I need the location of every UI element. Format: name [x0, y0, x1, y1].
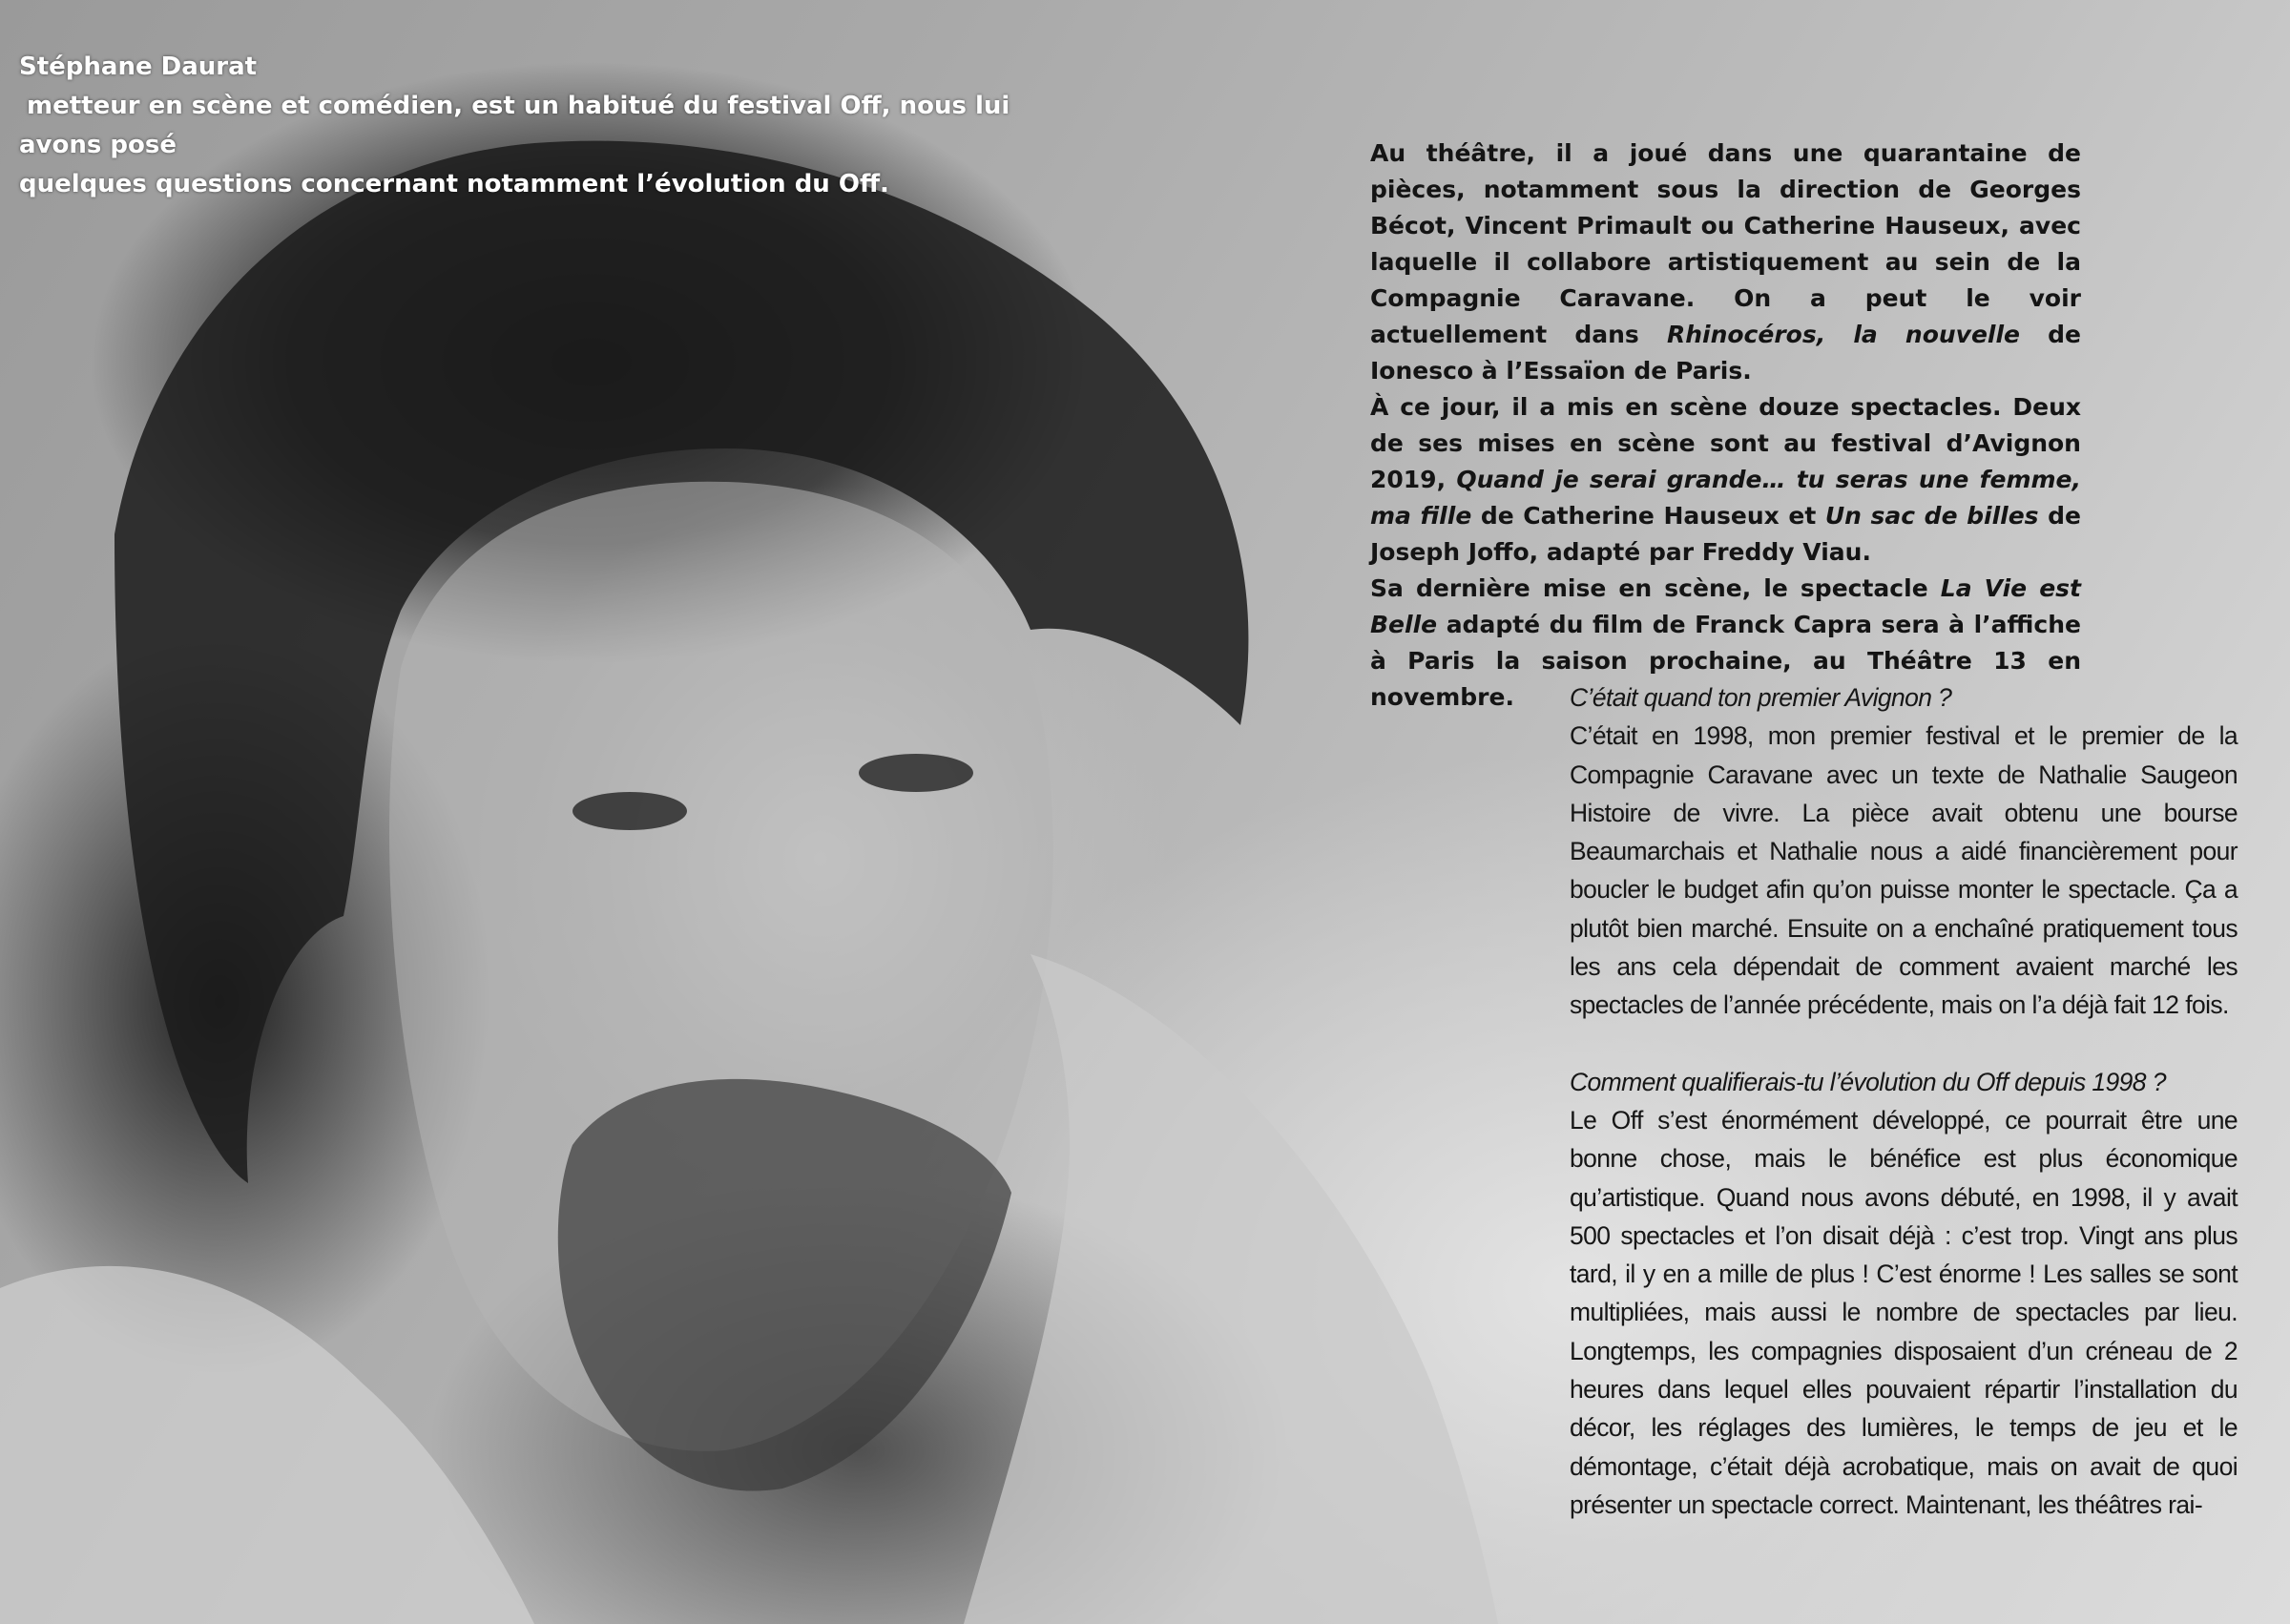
photo-beard: [558, 1079, 1011, 1491]
photo-coat: [0, 1266, 534, 1624]
biography-column: [1370, 135, 2081, 716]
bio-text: Au théâtre, il a joué dans une quarantaine de pièces, notamment sous la direction de Georges Bécot, Vincent Primault ou Catherine Hauseux, avec laquelle il collabore artistiquement au sein de la Compagnie Caravane. On a peut le voir actuellement dans: [1370, 139, 2081, 348]
interview-question-1: C’était quand ton premier Avignon ?: [1570, 683, 1952, 712]
bio-paragraph-1: [1370, 135, 2081, 389]
photo-eye-right: [859, 754, 973, 792]
bio-title-la-vie-est-belle: La Vie est Belle: [1370, 574, 2081, 638]
bio-text: de Catherine Hauseux et: [1471, 502, 1825, 530]
interview-column: [1570, 678, 2238, 1524]
interview-answer-1: C’était en 1998, mon premier festival et le premier de la Compagnie Caravane avec un texte de Nathalie Saugeon Histoire de vivre. La pièce avait obtenu une bourse Beaumarchais et Nathalie nous a aidé financièrement pour boucler le budget afin qu’on puisse monter le spectacle. Ça a plutôt bien marché. Ensuite on a enchaîné pratiquement tous les ans cela dépendait de comment avaient marché les spectacles de l’année précédente, mais on l’a déjà fait 12 fois.: [1570, 721, 2238, 1020]
bio-text: de Ionesco à l’Essaïon de Paris.: [1370, 321, 2081, 385]
intro-lead-line-1: metteur en scène et comédien, est un habitué du festival Off, nous lui avons posé: [19, 92, 1010, 159]
photo-eye-left: [572, 792, 687, 830]
bio-text: adapté du film de Franck Capra sera à l’affiche à Paris la saison prochaine, au Théâtre 13 en novembre.: [1370, 611, 2081, 711]
bio-text: Sa dernière mise en scène, le spectacle: [1370, 574, 1941, 602]
bio-title-rhinoceros: Rhinocéros, la nouvelle: [1666, 321, 2021, 348]
bio-paragraph-2: [1370, 389, 2081, 571]
interview-answer-2: Le Off s’est énormément développé, ce pourrait être une bonne chose, mais le bénéfice est plus économique qu’artistique. Quand nous avons débuté, en 1998, il y avait 500 spectacles et l’on disait déjà : c’est trop. Vingt ans plus tard, il y en a mille de plus ! C’est énorme ! Les salles se sont multipliées, mais aussi le nombre de spectacles par lieu. Longtemps, les compagnies disposaient d’un créneau de 2 heures dans lequel elles pouvaient répartir l’installation du décor, les réglages des lumières, le temps de jeu et le démontage, c’était déjà acrobatique, mais on avait de quoi présenter un spectacle correct. Maintenant, les théâtres rai-: [1570, 1105, 2238, 1519]
bio-title-quand-je-serai-grande: Quand je serai grande… tu seras une femme, ma fille: [1370, 466, 2082, 530]
interviewee-name: Stéphane Daurat: [19, 52, 258, 81]
interview-question-2: Comment qualifierais-tu l’évolution du Off depuis 1998 ?: [1570, 1067, 2166, 1096]
intro-lead-line-2: quelques questions concernant notamment l’évolution du Off.: [19, 170, 889, 198]
bio-text: de Joseph Joffo, adapté par Freddy Viau.: [1370, 502, 2081, 566]
paragraph-spacer: [1570, 1025, 2238, 1063]
bio-title-un-sac-de-billes: Un sac de billes: [1824, 502, 2039, 530]
photo-hood: [964, 954, 1498, 1624]
intro-block: [19, 48, 1088, 204]
bio-text: À ce jour, il a mis en scène douze spectacles. Deux de ses mises en scène sont au festival d’Avignon 2019,: [1370, 393, 2081, 493]
